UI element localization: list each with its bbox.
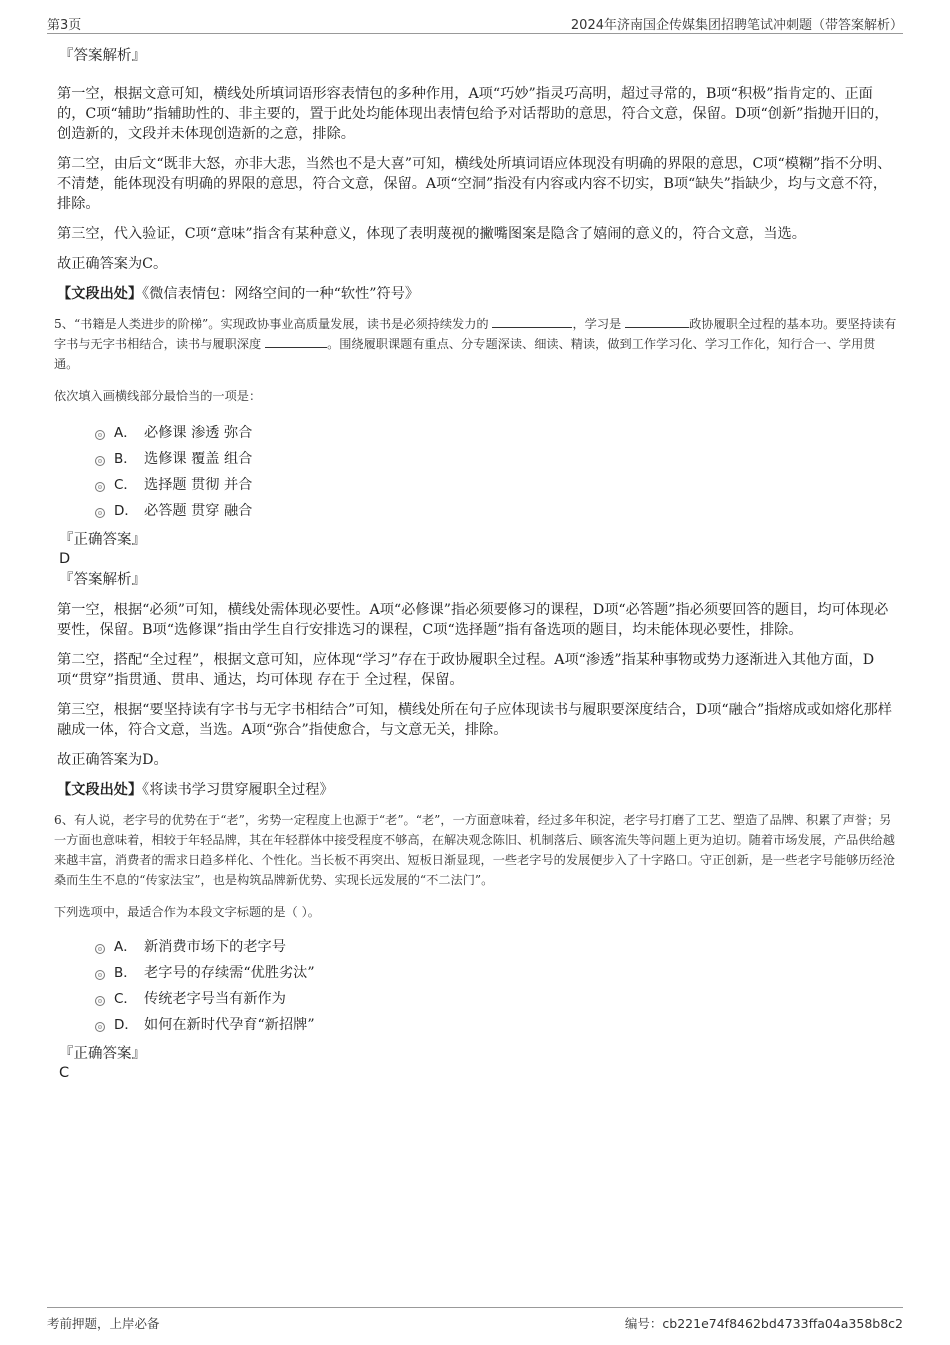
option-c[interactable]: C． 选择题 贯彻 并合	[95, 472, 897, 498]
source-tag: 【文段出处】	[57, 286, 143, 302]
radio-button-icon[interactable]	[95, 456, 105, 466]
question-prompt: 依次填入画横线部分最恰当的一项是：	[54, 389, 262, 403]
analysis-paragraph: 第一空，根据“必须”可知，横线处需体现必要性。A项“必修课”指必须要修习的课程，D项“必答题”指必须要回答的题目，均可体现必要性，保留。B项“选修课”指由学生自行安排选习的课程，C项“选择题”指有备选项的题目，均未能体现必要性，排除。	[57, 602, 889, 638]
source-citation	[57, 284, 897, 304]
question-stem: 5、“书籍是人类进步的阶梯”。实现政协事业高质量发展，读书是必须持续发力的 ，学习是 政协履职全过程的基本功。要坚持读有字书与无字书相结合，读书与履职深度 。围绕履职课题有重点、分专题深读、细读、精读，做到工作学习化、学习工作化，知行合一、学用贯通。	[54, 317, 897, 371]
radio-button-icon[interactable]	[95, 996, 105, 1006]
source-title: 《微信表情包：网络空间的一种“软性”符号》	[142, 286, 420, 302]
analysis-paragraph: 第二空，由后文“既非大怒，亦非大悲，当然也不是大喜”可知，横线处所填词语应体现没有明确的界限的意思，C项“模糊”指不分明、不清楚，能体现没有明确的界限的意思，符合文意，保留。A项“空洞”指没有内容或内容不切实，B项“缺失”指缺少，均与文意不符，排除。	[57, 156, 892, 212]
analysis-label: 『答案解析』	[59, 48, 146, 64]
analysis-conclusion: 故正确答案为C。	[57, 256, 168, 272]
question-prompt: 下列选项中，最适合作为本段文字标题的是（ ）。	[54, 905, 320, 919]
correct-answer: C	[59, 1065, 70, 1081]
question-stem: 6、有人说，老字号的优势在于“老”，劣势一定程度上也源于“老”。“老”，一方面意味着，经过多年积淀，老字号打磨了工艺、塑造了品牌、积累了声誉；另一方面也意味着，相较于年轻品牌，其在年轻群体中接受程度不够高，在解决观念陈旧、机制落后、顾客流失等问题上更为迫切。随着市场发展，产品供给越来越丰富，消费者的需求日趋多样化、个性化。当长板不再突出、短板日渐显现，一些老字号的发展便步入了十字路口。守正创新，是一些老字号能够历经沧桑而生生不息的“传家法宝”，也是构筑品牌新优势、实现长远发展的“不二法门”。	[54, 813, 895, 887]
footer-slogan: 考前押题，上岸必备	[47, 1316, 160, 1331]
radio-button-icon[interactable]	[95, 508, 105, 518]
option-b[interactable]: B． 老字号的存续需“优胜劣汰”	[95, 960, 897, 986]
option-list	[95, 420, 897, 524]
correct-answer: D	[59, 551, 71, 567]
page-number: 第3页	[47, 18, 82, 33]
analysis-paragraph: 第二空，搭配“全过程”，根据文意可知，应体现“学习”存在于政协履职全过程。A项“渗透”指某种事物或势力逐渐进入其他方面，D项“贯穿”指贯通、贯串、通达，均可体现 存在于 全过程，保留。	[57, 652, 875, 688]
option-d[interactable]: D． 如何在新时代孕育“新招牌”	[95, 1012, 897, 1038]
document-code: 编号：cb221e74f8462bd4733ffa04a358b8c2	[624, 1316, 903, 1331]
radio-button-icon[interactable]	[95, 1022, 105, 1032]
radio-button-icon[interactable]	[95, 944, 105, 954]
option-a[interactable]: A． 必修课 渗透 弥合	[95, 420, 897, 446]
option-a[interactable]: A． 新消费市场下的老字号	[95, 934, 897, 960]
option-d[interactable]: D． 必答题 贯穿 融合	[95, 498, 897, 524]
option-b[interactable]: B． 选修课 覆盖 组合	[95, 446, 897, 472]
radio-button-icon[interactable]	[95, 482, 105, 492]
option-c[interactable]: C． 传统老字号当有新作为	[95, 986, 897, 1012]
page-footer	[47, 1307, 903, 1332]
correct-answer-label: 『正确答案』	[59, 532, 146, 548]
source-title: 《将读书学习贯穿履职全过程》	[142, 782, 334, 798]
analysis-paragraph: 第三空，根据“要坚持读有字书与无字书相结合”可知，横线处所在句子应体现读书与履职要深度结合，D项“融合”指熔成或如熔化那样融成一体，符合文意，当选。A项“弥合”指使愈合，与文意无关，排除。	[57, 702, 892, 738]
analysis-paragraph: 第一空，根据文意可知，横线处所填词语形容表情包的多种作用，A项“巧妙”指灵巧高明，超过寻常的，B项“积极”指肯定的、正面的，C项“辅助”指辅助性的、非主要的，置于此处均能体现出表情包给予对话帮助的意思，符合文意，保留。D项“创新”指抛开旧的，创造新的，文段并未体现创造新的之意，排除。	[57, 86, 889, 142]
analysis-label: 『答案解析』	[59, 572, 146, 588]
analysis-conclusion: 故正确答案为D。	[57, 752, 168, 768]
option-list	[95, 934, 897, 1038]
page-header	[47, 13, 903, 34]
fill-blank	[492, 315, 572, 328]
fill-blank	[625, 315, 689, 328]
fill-blank	[265, 335, 327, 348]
source-citation	[57, 780, 897, 800]
source-tag: 【文段出处】	[57, 782, 143, 798]
page-content	[54, 44, 897, 1082]
document-title: 2024年济南国企传媒集团招聘笔试冲刺题（带答案解析）	[570, 18, 903, 33]
correct-answer-label: 『正确答案』	[59, 1046, 146, 1062]
analysis-paragraph: 第三空，代入验证，C项“意味”指含有某种意义，体现了表明蔑视的撇嘴图案是隐含了嬉闹的意义的，符合文意，当选。	[57, 226, 806, 242]
radio-button-icon[interactable]	[95, 970, 105, 980]
radio-button-icon[interactable]	[95, 430, 105, 440]
